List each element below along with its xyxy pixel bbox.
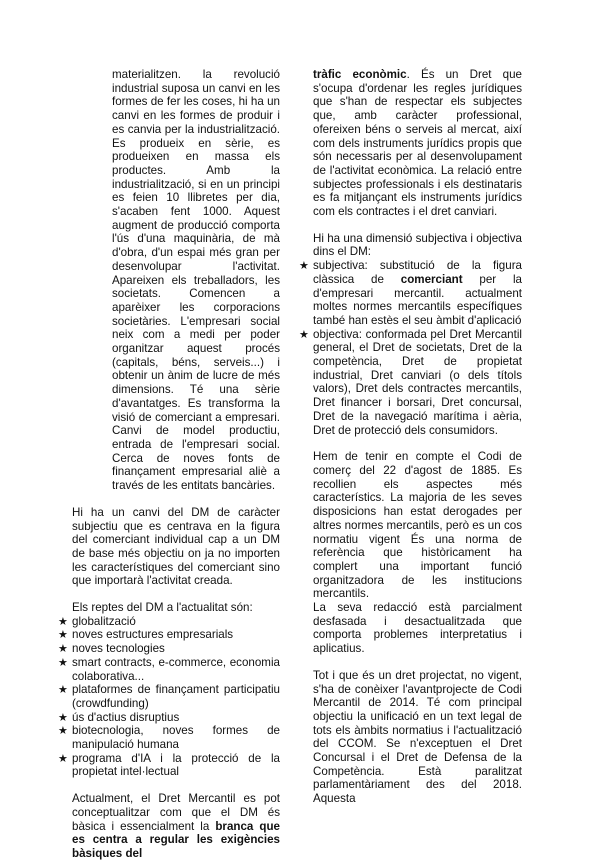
dimension-intro: Hi ha una dimensió subjectiva i objectiva dins el DM: (313, 231, 522, 259)
codi-comerc-paragraph: Hem de tenir en compte el Codi de comerç del 22 d'agost de 1885. Es recollien els aspectes més característics. La majoria de les seves disposicions han estat derogades per altres normes mercantils, però es un cos normatiu vigent És una norma de referència que històricament ha complert una important funció organitzadora de les institucions mercantils. (313, 450, 522, 601)
definition-paragraph (72, 792, 280, 861)
subjectiva-text: subjectiva: substitució de la figura clàssica de (313, 259, 522, 286)
trafic-text: . És un Dret que s'ocupa d'ordenar les regles jurídiques que s'han de respectar els subjectes que, amb caràcter professional, ofereixen béns o serveis al mercat, així com dels instruments jurídics propis que són necessaris per al desenvolupament de l'activitat econòmica. La relació entre subjectes professionals i els destinataris es fa mitjançant els instruments jurídics com els contractes i el dret canviari. (313, 68, 522, 219)
list-item: ★ noves tecnologies (72, 642, 280, 656)
list-item: ★ globalització (72, 615, 280, 629)
subjectiva-bold-text: comerciant (400, 272, 463, 286)
definition-bold-text: branca que es centra a regular les exigències bàsiques del (72, 819, 281, 860)
list-item: ★ biotecnologia, noves formes de manipulació humana (72, 724, 280, 751)
avantprojecte-paragraph: Tot i que és un dret projectat, no vigent, s'ha de conèixer l'avantprojecte de Codi Mercantil de 2014. Té com principal objectiu la unificació en un text legal de tots els àmbits normatius i l'actualització del CCOM. Se n'exceptuen el Dret Concursal i el Dret de Defensa de la Competència. Està paralitzat parlamentàriament des del 2018. Aquesta (313, 668, 522, 806)
right-column (313, 68, 522, 806)
definition-text: Actualment, el Dret Mercantil es pot conceptualitzar com que el DM és bàsica i essencialment la (72, 792, 280, 833)
list-item: ★ plataformes de finançament participatiu (crowdfunding) (72, 683, 280, 710)
dm-change-paragraph: Hi ha un canvi del DM de caràcter subjectiu que es centrava en la figura del comerciant individual cap a un DM de base més objectiu on ja no importen les característiques del comerciant sino que importarà l'activitat creada. (72, 505, 280, 588)
dimension-list (313, 259, 522, 437)
reptes-list (72, 615, 280, 779)
industrial-revolution-paragraph: materialitzen. la revolució industrial suposa un canvi en les formes de fer les coses, hi ha un canvi en les formes de produir i es canvia per la industrialització. Es produeix en sèrie, es produeixen en massa els productes. Amb la industrialització, si en un principi es feien 10 llibretes per dia, s'acaben fent 1000. Aquest augment de producció comporta l'ús d'una maquinària, de mà d'obra, d'un espai més gran per desenvolupar l'activitat. Apareixen els treballadors, les societats. Comencen a aparèixer les corporacions societàries. L'empresari social neix com a medi per poder organitzar aquest procés (capitals, béns, serveis...) i obtenir un ànim de lucre de més dimensions. Té una sèrie d'avantatges. Es transforma la visió de comerciant a empresari. Canvi de model productiu, entrada de l'empresari social. Cerca de noves fonts de finançament empresarial aliè a través de les entitats bancàries. (112, 68, 280, 493)
trafic-bold-text: tràfic econòmic (313, 68, 407, 81)
left-column (72, 68, 280, 861)
list-item: ★ smart contracts, e-commerce, economia colaborativa... (72, 656, 280, 683)
redaccio-paragraph: La seva redacció està parcialment desfasada i desactualitzada que comporta problemes interpretatius i aplicatius. (313, 601, 522, 656)
trafic-paragraph (313, 68, 522, 219)
list-item-objectiva (313, 328, 522, 438)
reptes-intro: Els reptes del DM a l'actualitat són: (72, 601, 253, 615)
list-item: ★ ús d'actius disruptius (72, 711, 280, 725)
list-item-subjectiva (313, 259, 522, 328)
objectiva-text: objectiva: conformada pel Dret Mercantil general, el Dret de societats, Dret de la competència, Dret de propietat industrial, Dret canviari (o dels títols valors), Dret dels contractes mercantils, Dret financer i borsari, Dret concursal, Dret de la navegació marítima i aèria, Dret de protecció dels consumidors. (313, 327, 522, 437)
subjectiva-text-end: per la d'empresari mercantil. actualment moltes normes mercantils específiques també han estès el seu àmbit d'aplicació (313, 272, 522, 327)
list-item: ★ programa d'IA i la protecció de la propietat intel·lectual (72, 752, 280, 779)
list-item: ★ noves estructures empresarials (72, 628, 280, 642)
